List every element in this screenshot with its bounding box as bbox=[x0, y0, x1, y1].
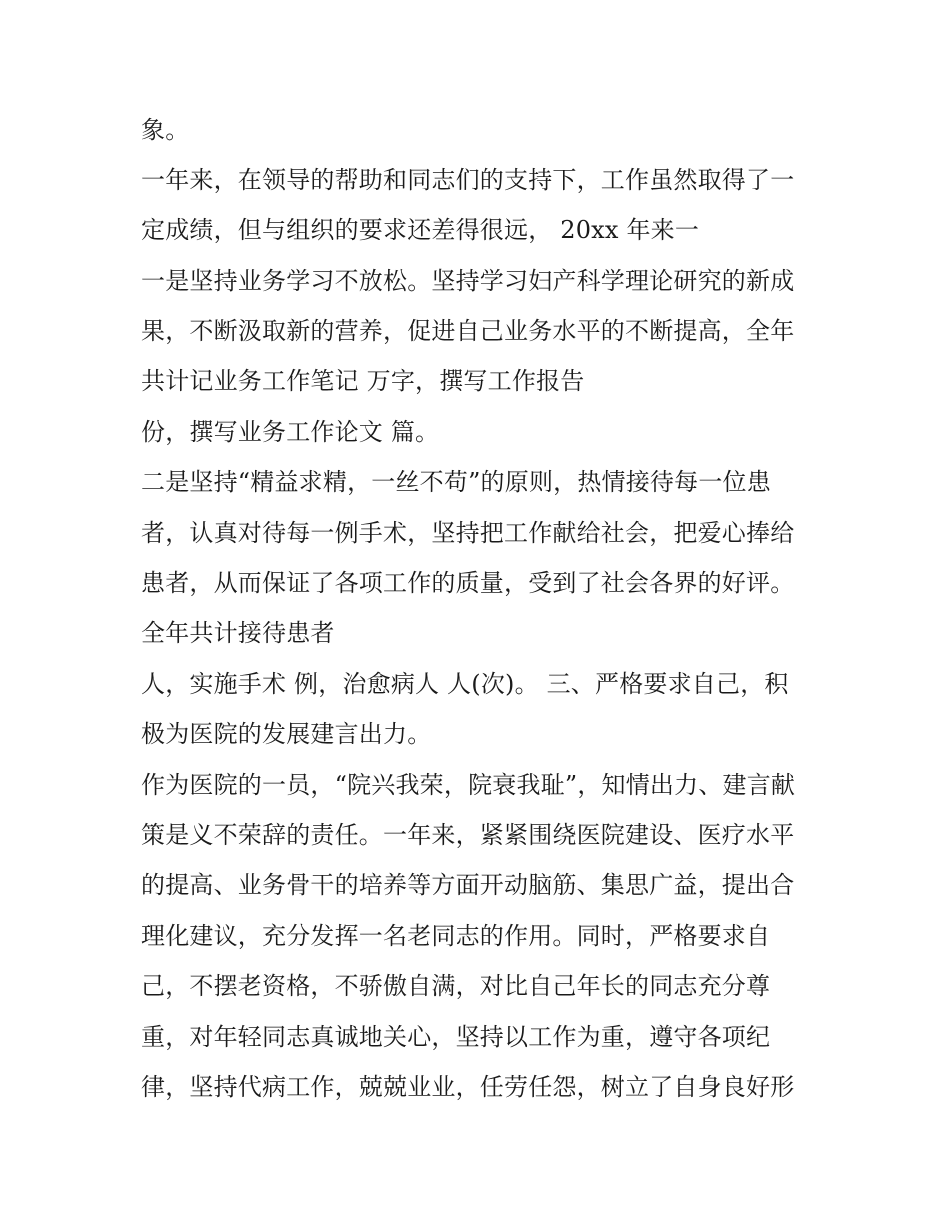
text-line: 策是义不荣辞的责任。一年来，紧紧围绕医院建设、医疗水平 bbox=[141, 821, 795, 849]
text-line: 患者，从而保证了各项工作的质量，受到了社会各界的好评。 bbox=[141, 569, 795, 597]
text-line: 者，认真对待每一例手术，坚持把工作献给社会，把爱心捧给 bbox=[141, 519, 795, 547]
text-line: 二是坚持“精益求精，一丝不苟”的原则，热情接待每一位患 bbox=[141, 468, 771, 496]
text-line: 份，撰写业务工作论文 篇。 bbox=[141, 418, 440, 446]
text-line: 一年来，在领导的帮助和同志们的支持下，工作虽然取得了一 bbox=[141, 166, 795, 194]
text-line: 律，坚持代病工作，兢兢业业，任劳任怨，树立了自身良好形 bbox=[141, 1073, 795, 1101]
text-line: 作为医院的一员，“院兴我荣，院衰我耻”，知情出力、建言献 bbox=[141, 771, 796, 799]
text-line: 全年共计接待患者 bbox=[141, 619, 335, 647]
text-line: 共计记业务工作笔记 万字，撰写工作报告 bbox=[141, 367, 585, 395]
text-line: 象。 bbox=[141, 116, 190, 144]
text-line: 重，对年轻同志真诚地关心，坚持以工作为重，遵守各项纪 bbox=[141, 1023, 771, 1051]
text-line: 极为医院的发展建言出力。 bbox=[141, 720, 432, 748]
text-line: 一是坚持业务学习不放松。坚持学习妇产科学理论研究的新成 bbox=[141, 267, 795, 295]
text-line: 人，实施手术 例，治愈病人 人(次)。 三、严格要求自己，积 bbox=[141, 670, 789, 698]
text-line: 果，不断汲取新的营养，促进自己业务水平的不断提高，全年 bbox=[141, 317, 795, 345]
text-line: 定成绩，但与组织的要求还差得很远， 20xx 年来一 bbox=[141, 216, 700, 244]
text-line: 己，不摆老资格，不骄傲自满，对比自己年长的同志充分尊 bbox=[141, 972, 771, 1000]
text-line: 的提高、业务骨干的培养等方面开动脑筋、集思广益，提出合 bbox=[141, 871, 795, 899]
text-line: 理化建议，充分发挥一名老同志的作用。同时，严格要求自 bbox=[141, 922, 771, 950]
